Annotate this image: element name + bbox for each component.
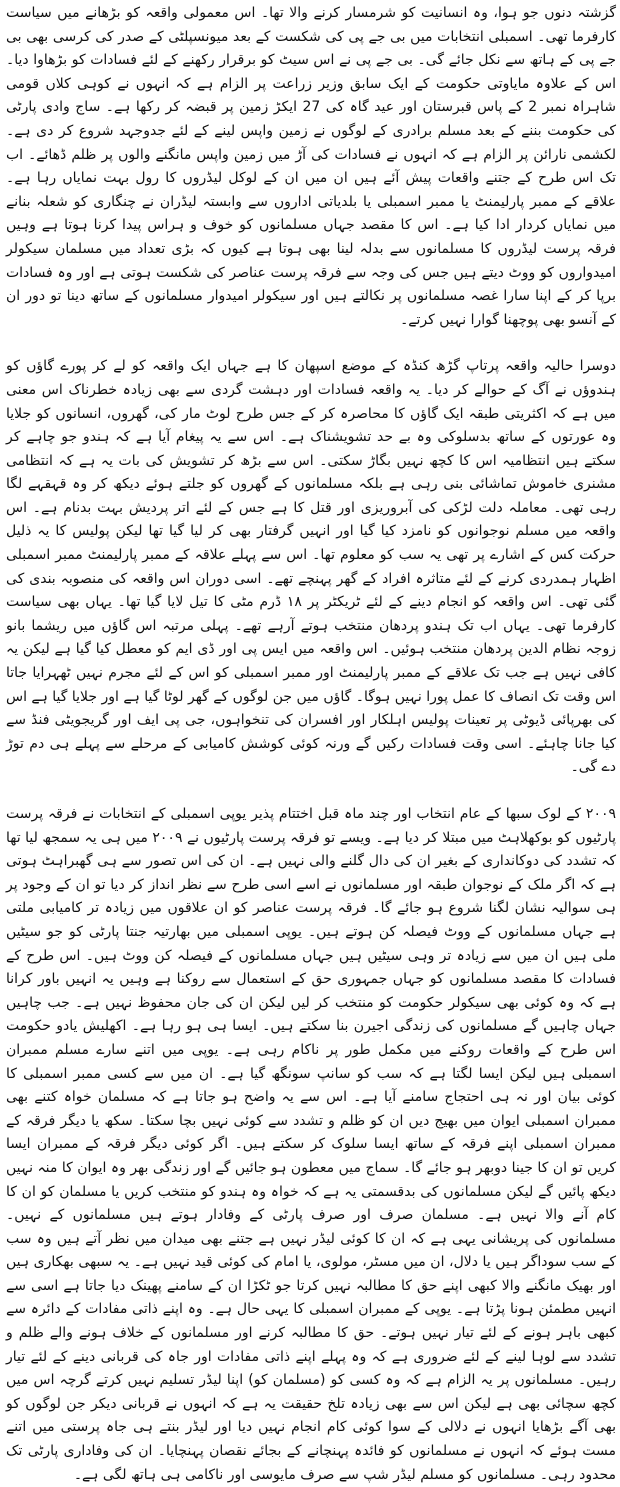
- article-paragraph-3: ۲۰۰۹ کے لوک سبھا کے عام انتخاب اور چند ماہ قبل اختتام پذیر یوپی اسمبلی کے انتخابات نے فرقہ پرست پارٹیوں کو بوکھلاہٹ میں مبتلا کر دیا ہے۔ ویسے تو فرقہ پرست پارٹیوں نے ۲۰۰۹ میں ہی یہ سمجھ لیا تھا کہ تشدد کی دوکانداری کے بغیر ان کی دال گلنے والی نہیں ہے۔ ان کی اس تصور سے ہی گھبراہٹ ہوتی ہے کہ اگر ملک کے نوجوان طبقہ اور مسلمانوں نے اسے اسی طرح سے نظر انداز کر دیا تو ان کے وجود پر ہی سوالیہ نشان لگنا شروع ہو جائے گا۔ فرقہ پرست عناصر کو ان علاقوں میں زیادہ تر کامیابی ملتی ہے جہاں مسلمانوں کے ووٹ فیصلہ کن ہوتے ہیں۔ یوپی اسمبلی میں بھارتیہ جنتا پارٹی کو جو سیٹیں ملی ہیں ان میں سے زیادہ تر وہی سیٹیں ہیں جہاں مسلمانوں کے فیصلہ کن ووٹ ہیں۔ اس طرح کے فسادات کا مقصد مسلمانوں کو جہاں جمہوری حق کے استعمال سے روکنا ہے وہیں یہ انہیں باور کرانا ہے کہ وہ کوئی بھی سیکولر حکومت کو منتخب کر لیں لیکن ان کی جان محفوظ نہیں ہے۔ جب چاہیں جہاں چاہیں گے مسلمانوں کی زندگی اجیرن بنا سکتے ہیں۔ ایسا ہی ہو رہا ہے۔ اکھلیش یادو حکومت اس طرح کے واقعات روکنے میں مکمل طور پر ناکام رہی ہے۔ یوپی میں اتنے سارے مسلم ممبران اسمبلی ہیں لیکن ایسا لگتا ہے کہ سب کو سانپ سونگھ گیا ہے۔ ان میں سے کسی ممبر اسمبلی کا کوئی بیان اور نہ ہی احتجاج سامنے آیا ہے۔ اس سے یہ واضح ہو جاتا ہے کہ مسلمان خواہ کتنے بھی ممبران اسمبلی ایوان میں بھیج دیں ان کو ظلم و تشدد سے کوئی نہیں بچا سکتا۔ سکھ یا دیگر فرقہ کے ممبران اسمبلی اپنے فرقہ کے ساتھ ایسا سلوک کر سکتے ہیں۔ اگر کوئی دیگر فرقہ کے ممبران ایسا کریں تو ان کا جینا دوبھر ہو جائے گا۔ سماج میں معطون ہو جائیں گے اور زندگی بھر وہ ایوان کا منہ نہیں دیکھ پائیں گے لیکن مسلمانوں کی بدقسمتی یہ ہے کہ خواہ وہ ہندو کو منتخب کریں یا مسلمان کو ان کا کام آنے والا نہیں ہے۔ مسلمان صرف اور صرف پارٹی کے وفادار ہوتے ہیں مسلمانوں کے نہیں۔ مسلمانوں کی پریشانی یہی ہے کہ ان کا کوئی لیڈر نہیں ہے جتنے بھی میدان میں نظر آتے ہیں وہ سب کے سب سوداگر ہیں یا دلال، ان میں مسٹر، مولوی، یا امام کی کوئی قید نہیں ہے۔ یہ سبھی بھکاری ہیں اور بھیک مانگنے والا کبھی اپنے حق کا مطالبہ نہیں کرتا جو ٹکڑا ان کے سامنے پھینک دیا جاتا ہے اسی سے انہیں مطمئن ہونا پڑتا ہے۔ یوپی کے ممبران اسمبلی کا یہی حال ہے۔ وہ اپنے ذاتی مفادات کے دائرہ سے کبھی باہر ہونے کے لئے تیار نہیں ہوتے۔ حق کا مطالبہ کرنے اور مسلمانوں کے خلاف ہونے والے ظلم و تشدد سے لوہا لینے کے لئے ضروری ہے کہ وہ پہلے اپنے ذاتی مفادات اور جاہ کی قربانی دینے کے لئے تیار رہیں۔ مسلمانوں پر یہ الزام ہے کہ وہ کسی کو (مسلمان کو) اپنا لیڈر تسلیم نہیں کرتے گرچہ اس میں کچھ سچائی بھی ہے لیکن اس سے بھی زیادہ تلخ حقیقت یہ ہے کہ انہوں نے قربانی دیکر جن لوگوں کو بھی آگے بڑھایا انہوں نے دلالی کے سوا کوئی کام انجام نہیں دیا اور لیڈر بنتے ہی جاہ پرستی میں اتنے مست ہوئے کہ انہوں نے مسلمانوں کو فائدہ پہنچانے کے بجائے نقصان پہنچایا۔ ان کی وفاداری پارٹی تک محدود رہی۔ مسلمانوں کو مسلم لیڈر شپ سے صرف مایوسی اور ناکامی ہی ہاتھ لگی ہے۔: [6, 806, 617, 1483]
- article-paragraph-1: گزشتہ دنوں جو ہوا، وہ انسانیت کو شرمسار کرنے والا تھا۔ اس معمولی واقعہ کو بڑھانے میں سیاست کارفرما تھی۔ اسمبلی انتخابات میں بی جے پی کی شکست کے بعد میونسپلٹی کے صدر کی کرسی بھی بی جے پی کے ہاتھ سے نکل جائے گی۔ بی جے پی نے اس سیٹ کو برقرار رکھنے کے لئے فسادات کو بڑھاوا دیا۔ اس کے علاوہ مایاوتی حکومت کے ایک سابق وزیر زراعت پر الزام ہے کہ انہوں نے کوہی کلاں قومی شاہراہ نمبر 2 کے پاس قبرستان اور عید گاہ کی 27 ایکڑ زمین پر قبضہ کر رکھا ہے۔ ساج وادی پارٹی کی حکومت بننے کے بعد مسلم برادری کے لوگوں نے زمین واپس لینے کے لئے جدوجہد شروع کر دی ہے۔ لکشمی نارائن پر الزام ہے کہ انہوں نے فسادات کی آڑ میں زمین واپس مانگنے والوں پر ظلم ڈھائے۔ اب تک اس طرح کے جتنے واقعات پیش آئے ہیں ان میں ان کے لوکل لیڈروں کا رول بہت نمایاں رہا ہے۔ علاقے کے ممبر پارلیمنٹ یا ممبر اسمبلی یا بلدیاتی اداروں سے وابستہ لیڈران نے چنگاری کو شعلہ بنانے میں نمایاں کردار ادا کیا ہے۔ اس کا مقصد جہاں مسلمانوں کو خوف و ہراس پیدا کرنا ہوتا ہے وہیں فرقہ پرست لیڈروں کا مسلمانوں سے بدلہ لینا بھی ہوتا ہے کیوں کہ بڑی تعداد میں مسلمان سیکولر امیدواروں کو ووٹ دیتے ہیں جس کی وجہ سے فرقہ پرست عناصر کی شکست ہوتی ہے اور وہ فسادات برپا کر کے اپنا سارا غصہ مسلمانوں پر نکالتے ہیں اور سیکولر امیدوار مسلمانوں کے ساتھ دینا تو دور ان کے آنسو بھی پوچھنا گوارا نہیں کرتے۔: [6, 5, 617, 328]
- article-paragraph-2: دوسرا حالیہ واقعہ پرتاپ گڑھ کنڈہ کے موضع اسپھان کا ہے جہاں ایک واقعہ کو لے کر پورے گاؤں کو ہندوؤں نے آگ کے حوالے کر دیا۔ یہ واقعہ فسادات اور دہشت گردی سے بھی زیادہ خطرناک اس معنی میں ہے کہ اکثریتی طبقہ ایک گاؤں کا محاصرہ کر کے جس طرح لوٹ مار کی، گھروں، انسانوں کو جلایا وہ عورتوں کے ساتھ بدسلوکی وہ بے حد تشویشناک ہے۔ اس سے یہ پیغام آیا ہے کہ ہندو جو چاہے کر سکتے ہیں انتظامیہ اس کا کچھ نہیں بگاڑ سکتی۔ اس سے بڑھ کر تشویش کی بات یہ ہے کہ انتظامی مشنری خاموش تماشائی بنی رہی ہے بلکہ مسلمانوں کے گھروں کو جلتے ہوئے دیکھ کر وہ قہقہے لگا رہی تھی۔ معاملہ دلت لڑکی کی آبروریزی اور قتل کا ہے جس کے لئے اتر پردیش بہت بدنام ہے۔ اس واقعہ میں مسلم نوجوانوں کو نامزد کیا گیا اور انہیں گرفتار بھی کر لیا گیا تھا لیکن پولیس کا یہ ذلیل حرکت کس کے اشارے پر تھی یہ سب کو معلوم تھا۔ اس سے پہلے علاقہ کے ممبر پارلیمنٹ ممبر اسمبلی اظہار ہمدردی کرنے کے لئے متاثرہ افراد کے گھر پہنچے تھے۔ اسی دوران اس واقعہ کی منصوبہ بندی کی گئی تھی۔ اس واقعہ کو انجام دینے کے لئے ٹریکٹر پر ۱۸ ڈرم مٹی کا تیل لایا گیا تھا۔ یہاں بھی سیاست کارفرما تھی۔ یہاں اب تک ہندو پردھان منتخب ہوتے آرہے تھے۔ پہلی مرتبہ اس گاؤں میں ریشما بانو زوجہ نظام الدین پردھان منتخب ہوئیں۔ اس واقعہ میں ایس پی اور ڈی ایم کو معطل کیا گیا ہے لیکن یہ کافی نہیں ہے جب تک علاقے کے ممبر پارلیمنٹ اور ممبر اسمبلی کو اس کے لئے مجرم نہیں ٹھہرایا جاتا اس وقت تک انصاف کا عمل پورا نہیں ہوگا۔ گاؤں میں جن لوگوں کے گھر لوٹا گیا ہے اور جلایا گیا ہے اس کی بھرپائی ڈیوٹی پر تعینات پولیس اہلکار اور افسران کی تنخواہوں، جی پی ایف اور گریجویٹی فنڈ سے کیا جانا چاہئے۔ اسی وقت فسادات رکیں گے ورنہ کوئی کوشش کامیابی کے مرحلے سے پہلے ہی دم توڑ دے گی۔: [6, 358, 616, 776]
